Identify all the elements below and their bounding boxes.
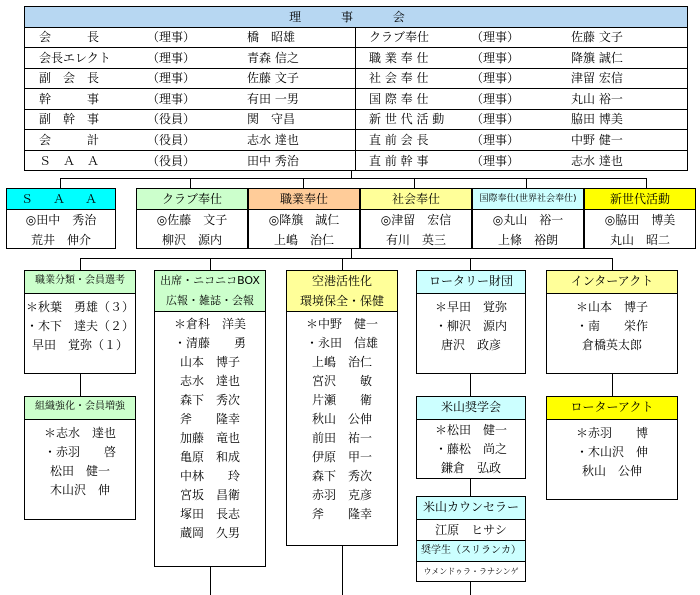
board-name: 佐藤 文子 [571,30,623,44]
sub-shokugyo-member: ・木下 達夫（２） [25,319,134,333]
board-type: （役員） [147,133,196,147]
board-table [24,6,688,171]
board-type: （理事） [471,50,520,65]
committee-shakai [360,188,472,249]
board-role: 直 前 幹 事 [369,153,429,168]
drop-line-kokusai [526,178,527,188]
committee-shakai-title: 社会奉仕 [361,189,471,210]
sub-shusseki-title-2: 広報・雑誌・会報 [166,294,254,307]
sub-shokugyo-member: ＊秋葉 勇雄（３） [25,300,134,314]
sub-bus-line [80,258,612,259]
board-row [25,130,687,151]
committee-saa [6,188,116,249]
sub-shusseki-member: 斧 隆幸 [179,412,240,426]
sub-kuukan-member: 片瀬 衛 [311,393,372,407]
sub-shusseki-member: 加藤 竜也 [179,431,240,445]
drop-line-club [190,178,191,188]
board-name: 田中 秀治 [247,153,299,168]
committee-shinsedai-member-2: 丸山 昭二 [609,233,670,247]
board-name: 津留 宏信 [571,71,623,86]
board-type: （役員） [147,153,196,168]
sub-interact [546,270,678,374]
committee-saa-title: Ｓ Ａ Ａ [7,189,115,210]
sub-shusseki-member: 宮坂 昌衛 [179,488,240,502]
committee-shakai-member-2: 有川 英三 [385,233,446,247]
board-role: 幹 事 [39,91,100,106]
board-name: 橋 昭雄 [247,30,296,44]
sub-rotary-member: ・柳沢 源内 [434,319,507,333]
sub-shusseki-title-1: 出席・ニコニコBOX [160,274,260,287]
sub-kuukan-title-2: 環境保全・保健 [299,294,384,308]
board-name: 丸山 裕一 [571,91,623,106]
sub-kuukan-member: 秋山 公伸 [311,412,372,426]
board-row [25,27,687,48]
committee-saa-member-2: 荒井 伸介 [30,233,91,247]
sub-shusseki-member: ・清藤 勇 [173,336,246,350]
drop-line-saa [60,178,61,188]
board-type: （理事） [147,50,196,65]
sub-counselor-title: 米山カウンセラー [417,497,525,520]
sub-kuukan-member: 斧 隆幸 [311,507,372,521]
committee-shokugyo-member-1: ◎降籏 誠仁 [268,213,340,227]
committee-shakai-member-1: ◎津留 宏信 [380,213,452,227]
sub-kuukan-member: ＊中野 健一 [305,317,378,331]
sub-rotary [416,270,526,374]
sub-shusseki [154,270,266,567]
sub-soshiki [24,396,136,520]
sub-kuukan [286,270,398,546]
sub-rotary-title: ロータリー財団 [417,271,525,294]
sub-rotaract-member: ・木山沢 伸 [575,445,648,459]
sub-kuukan-header [287,271,397,312]
sub-shusseki-member: ＊倉科 洋美 [173,317,246,331]
sub-kuukan-member: 上嶋 治仁 [311,355,372,369]
link-line-col3-bottom [342,546,343,595]
sub-kuukan-member: 森下 秀次 [311,469,372,483]
committee-shinsedai [584,188,696,249]
board-name: 降籏 誠仁 [571,50,623,65]
board-role: 副 幹 事 [39,112,100,127]
board-role: 直 前 会 長 [369,133,429,147]
sub-kuukan-member: 宮沢 敏 [311,374,372,388]
link-line-col1 [80,374,81,396]
sub-interact-member: ＊山本 博子 [575,300,648,314]
drop-line-shinsedai [646,178,647,188]
sub-shokugyo [24,270,136,374]
board-name: 中野 健一 [571,133,623,147]
board-role: 会長エレクト [39,50,111,65]
board-row [25,109,687,130]
sub-kuukan-title-1: 空港活性化 [311,274,372,288]
link-line-col2-bottom [210,567,211,595]
sub-soshiki-member: 木山沢 伸 [49,483,110,497]
board-row [25,89,687,110]
link-line-col5 [612,374,613,396]
committee-club-member-2: 柳沢 源内 [161,233,222,247]
committee-shokugyo-member-2: 上嶋 治仁 [273,233,334,247]
drop-line-col4 [470,258,471,270]
board-title: 理 事 会 [25,7,687,28]
board-type: （理事） [471,30,520,44]
board-name: 脇田 博美 [571,112,623,127]
sub-yoneyama-member: 鎌倉 弘政 [440,461,501,475]
drop-line-col1 [80,258,81,270]
board-role: 新 世 代 活 動 [369,112,445,127]
sub-soshiki-member: ・赤羽 啓 [43,445,116,459]
sub-soshiki-member: 松田 健一 [49,464,110,478]
committee-shokugyo-title: 職業奉仕 [249,189,359,210]
board-type: （理事） [471,133,520,147]
committee-shinsedai-member-1: ◎脇田 博美 [604,213,676,227]
committee-bus-line [60,178,646,179]
board-name: 志水 達也 [571,153,623,168]
sub-yoneyama-member: ＊松田 健一 [434,423,507,437]
sub-rotary-member: ＊早田 覚弥 [434,300,507,314]
sub-shusseki-member: 志水 達也 [179,374,240,388]
board-type: （理事） [147,91,196,106]
sub-yoneyama [416,396,526,479]
board-role: 国 際 奉 仕 [369,91,429,106]
sub-rotary-member: 唐沢 政彦 [440,338,501,352]
sub-shokugyo-title: 職業分類・会員選考 [25,271,135,294]
sub-soshiki-member: ＊志水 達也 [43,426,116,440]
board-role: 副 会 長 [39,71,100,86]
board-type: （理事） [471,71,520,86]
board-role: クラブ奉仕 [369,30,430,44]
link-line-col4a [470,374,471,396]
sub-shokugyo-member: 早田 覚弥（１） [31,338,128,352]
drop-line-col5 [612,258,613,270]
board-role: 職 業 奉 仕 [369,50,429,65]
drop-line-col3 [342,258,343,270]
board-type: （理事） [471,153,520,168]
committee-kokusai-member-2: 上條 裕朗 [497,233,558,247]
board-role: 社 会 奉 仕 [369,71,429,86]
committee-kokusai [472,188,584,249]
sub-rotaract-title: ローターアクト [547,397,677,420]
sub-interact-title: インターアクト [547,271,677,294]
sub-counselor [416,496,526,582]
sub-shusseki-member: 山本 博子 [179,355,240,369]
sub-kuukan-member: 伊原 甲一 [311,450,372,464]
sub-counselor-member: 江原 ヒサシ [417,520,525,541]
sub-counselor-scholar-name: ウメンドゥラ・ラナシンゲ [423,567,519,576]
board-type: （理事） [147,71,196,86]
board-row [25,68,687,89]
sub-rotaract-member: 秋山 公伸 [581,464,642,478]
board-role: Ｓ Ａ Ａ [39,153,100,168]
sub-shusseki-member: 塚田 長志 [179,507,240,521]
board-row [25,151,687,171]
board-name: 青森 信之 [247,50,299,65]
board-role: 会 計 [39,133,100,147]
board-type: （役員） [147,112,196,127]
sub-shusseki-member: 亀原 和成 [179,450,240,464]
sub-counselor-scholar-label: 奨学生（スリランカ） [417,541,525,562]
sub-rotaract-member: ＊赤羽 博 [575,426,648,440]
sub-kuukan-member: 前田 祐一 [311,431,372,445]
drop-line-col2 [210,258,211,270]
sub-shusseki-member: 中林 玲 [179,469,240,483]
link-line-col4-bottom [470,582,471,595]
board-type: （理事） [147,30,196,44]
sub-shusseki-member: 蔵岡 久男 [179,526,240,540]
sub-yoneyama-title: 米山奨学会 [417,397,525,420]
sub-interact-member: ・南 栄作 [575,319,648,333]
committee-club-member-1: ◎佐藤 文子 [156,213,228,227]
sub-yoneyama-member: ・藤松 尚之 [434,442,507,456]
sub-rotaract [546,396,678,500]
board-name: 関 守昌 [247,112,296,127]
board-type: （理事） [471,112,520,127]
sub-kuukan-member: 赤羽 克彦 [311,488,372,502]
board-name: 有田 一男 [247,91,299,106]
sub-shusseki-header [155,271,265,312]
board-name: 志水 達也 [247,133,299,147]
board-row [25,48,687,69]
sub-stem-line [351,249,352,259]
board-name: 佐藤 文子 [247,71,299,86]
committee-kokusai-member-1: ◎丸山 裕一 [492,213,564,227]
drop-line-shokugyo [303,178,304,188]
sub-soshiki-title: 組織強化・会員増強 [25,397,135,420]
committee-saa-member-1: ◎田中 秀治 [25,213,97,227]
committee-club-title: クラブ奉仕 [137,189,247,210]
committee-shinsedai-title: 新世代活動 [585,189,695,210]
committee-club [136,188,248,249]
committee-kokusai-title: 国際奉仕(世界社会奉仕) [473,189,583,210]
board-type: （理事） [471,91,520,106]
sub-shusseki-member: 森下 秀次 [179,393,240,407]
committee-shokugyo [248,188,360,249]
sub-interact-member: 倉橋英太郎 [581,338,642,352]
drop-line-shakai [414,178,415,188]
board-role: 会 長 [39,30,100,44]
link-line-col4b [470,479,471,496]
sub-kuukan-member: ・永田 信雄 [305,336,378,350]
